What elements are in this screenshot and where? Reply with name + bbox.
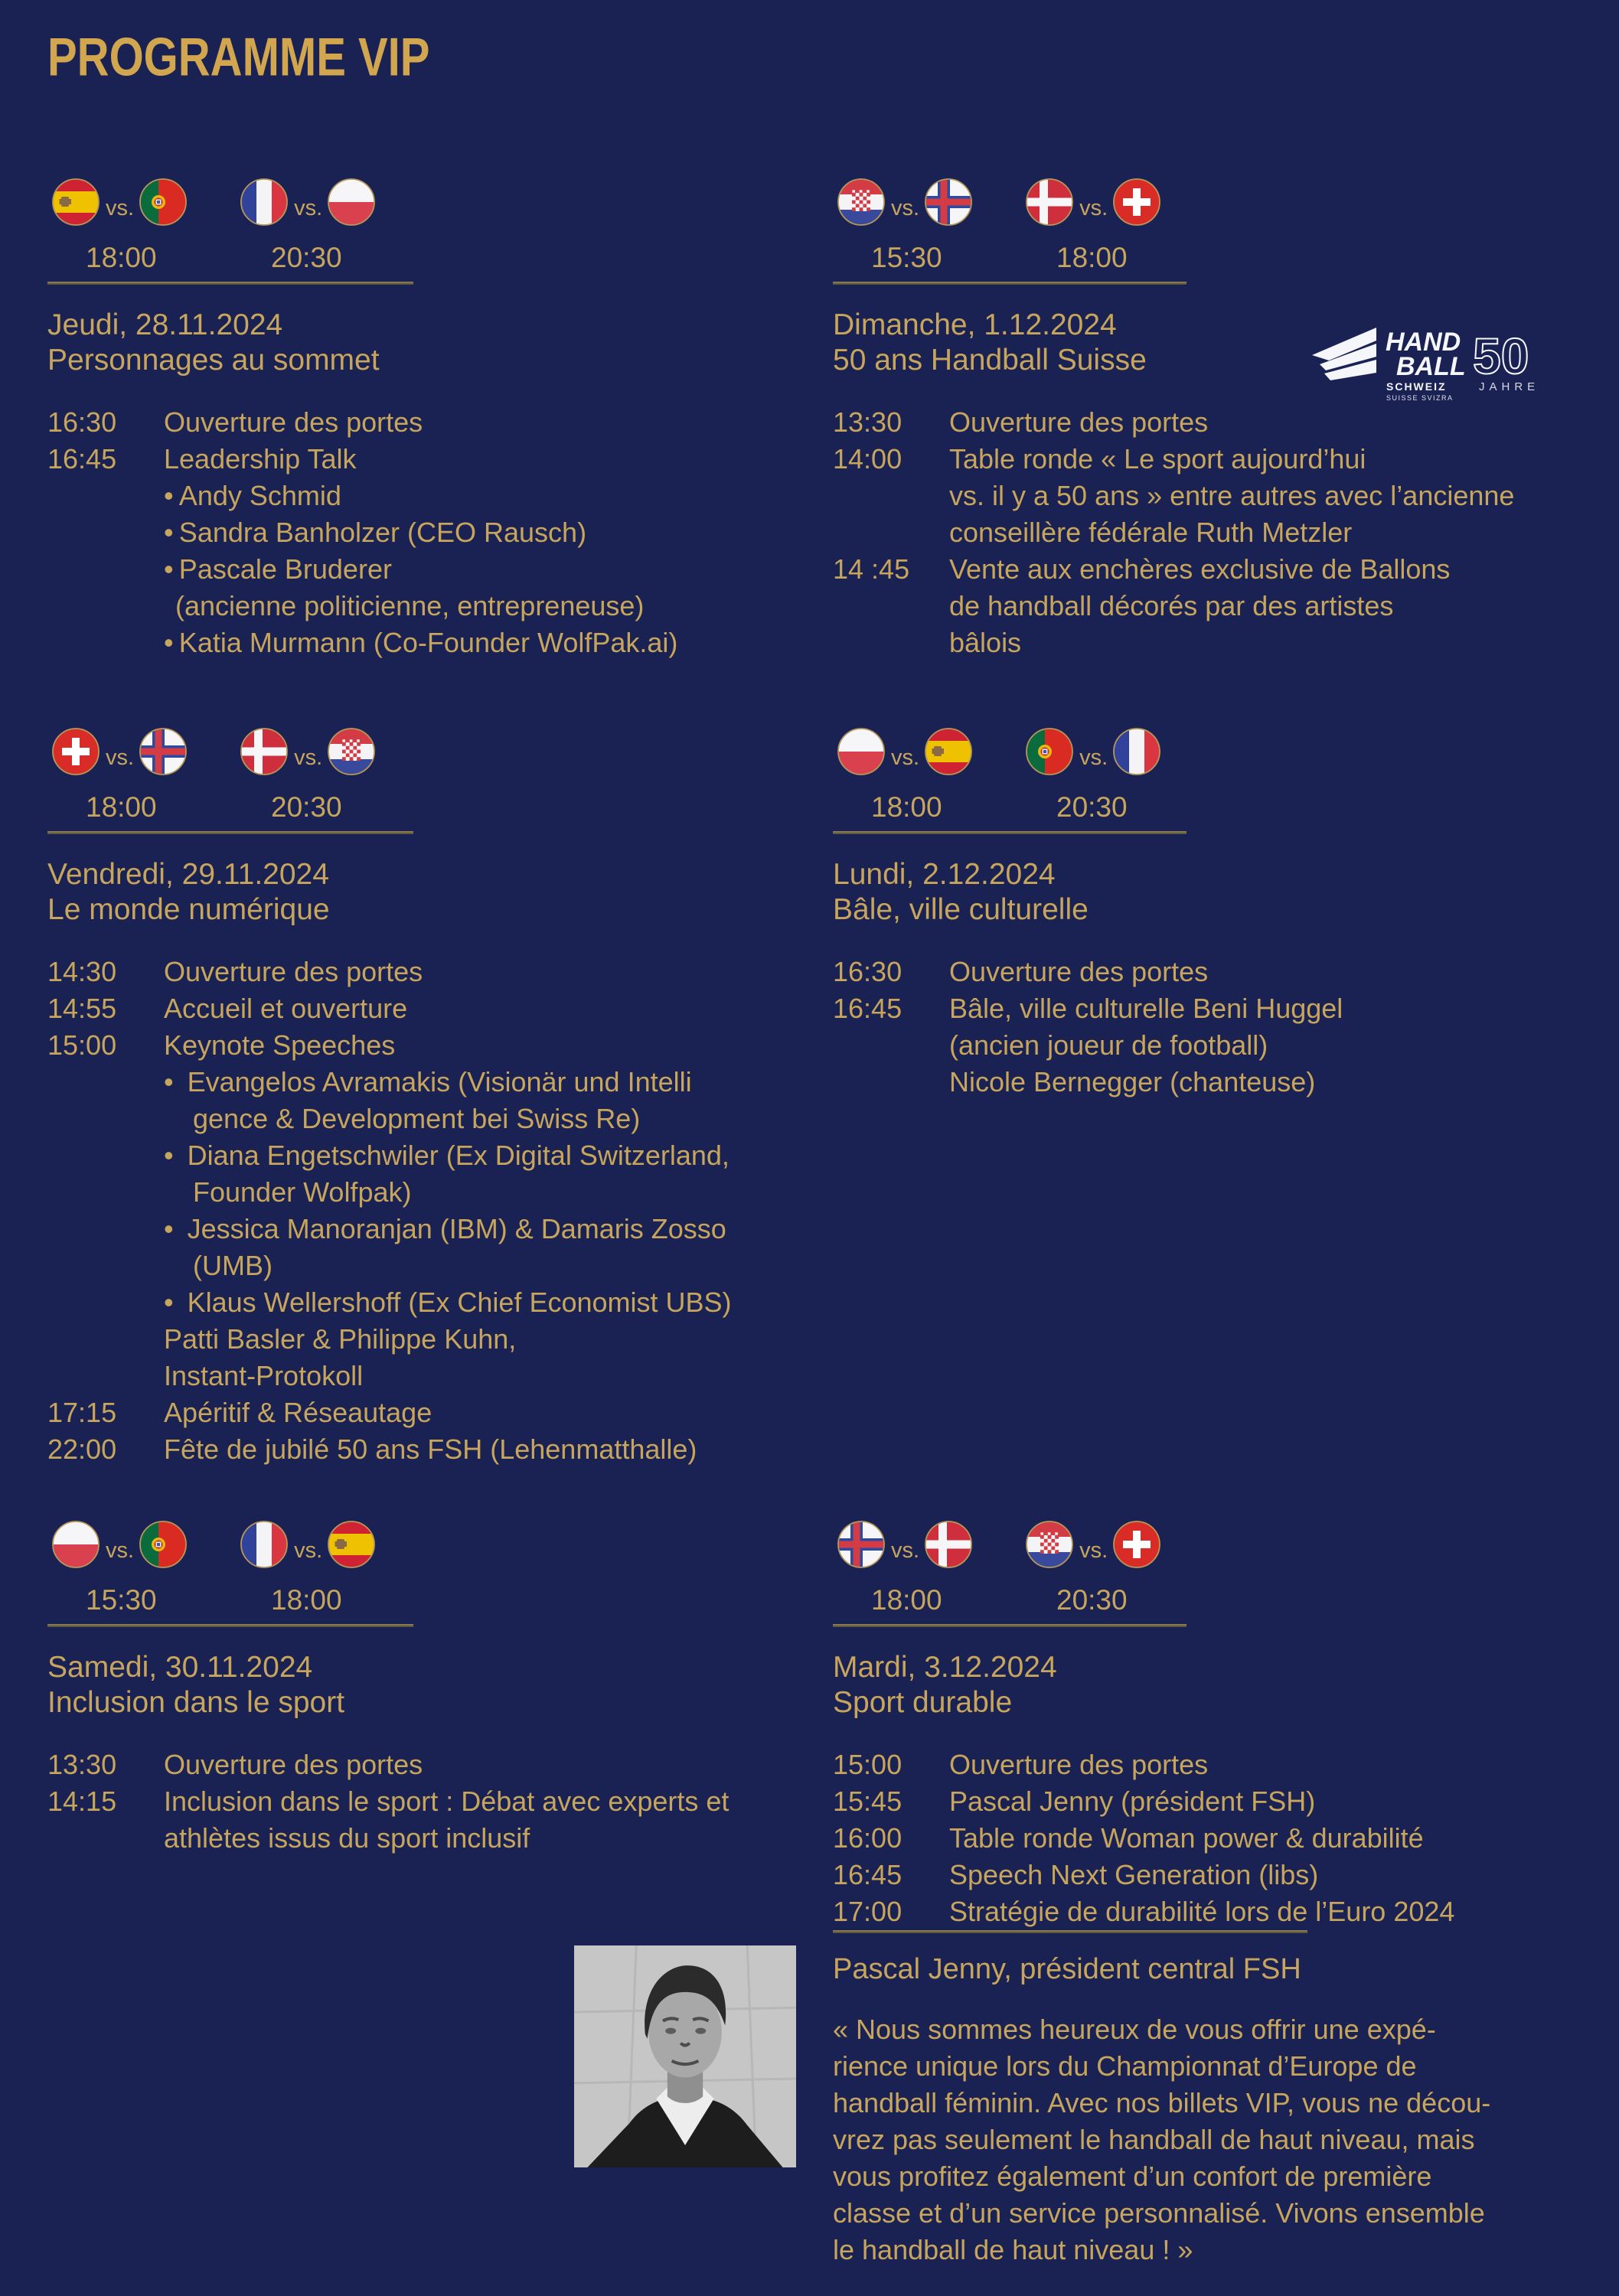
flag-poland-icon [328,178,375,226]
match-pair [1026,1521,1160,1568]
schedule-time: 17:00 [833,1896,903,1927]
day-theme: Le monde numérique [47,893,330,926]
kickoff-time: 18:00 [86,242,157,273]
schedule-time [833,588,949,625]
schedule-line [833,1746,1610,1783]
schedule-time [47,1820,164,1857]
match-pair [52,178,187,226]
schedule [833,954,1610,1101]
vs-label: vs. [106,745,135,770]
day-date: Vendredi, 29.11.2024 [47,858,329,891]
day-date: Dimanche, 1.12.2024 [833,308,1117,341]
schedule-line [47,1064,824,1101]
schedule-time [833,1064,949,1101]
schedule-time [47,478,164,514]
schedule-line [47,625,824,661]
quote-line: handball féminin. Avec nos billets VIP, vous ne décou- [833,2087,1491,2118]
schedule-time: 13:30 [833,406,903,438]
kickoff-time: 20:30 [271,791,342,823]
kickoff-times [47,791,824,825]
kickoff-time: 20:30 [1056,791,1128,823]
schedule-time: 14:55 [47,993,117,1024]
schedule-text: Stratégie de durabilité lors de l’Euro 2024 [949,1896,1455,1927]
kickoff-time: 15:30 [871,242,942,273]
separator [47,1624,413,1627]
schedule-text: Leadership Talk [164,443,357,475]
separator [833,282,1187,285]
vs-label: vs. [294,745,323,770]
day-date: Lundi, 2.12.2024 [833,858,1056,891]
schedule-line [833,1027,1610,1064]
schedule-time [47,1101,164,1137]
schedule-line [47,954,824,990]
schedule-line [833,551,1610,588]
flag-portugal-icon [139,1521,187,1568]
schedule-time [47,1284,164,1321]
schedule-line [47,588,824,625]
schedule-time: 16:30 [833,956,903,987]
flag-switzerland-icon [1113,178,1160,226]
schedule-text: gence & Development bei Swiss Re) [193,1103,641,1134]
schedule [833,404,1610,661]
day-section-vendredi [47,727,824,1468]
match-pair [52,1521,187,1568]
kickoff-time: 18:00 [871,791,942,823]
day-theme: Bâle, ville culturelle [833,893,1089,926]
schedule-line [833,514,1610,551]
schedule-time: 14 :45 [833,553,910,585]
separator [833,831,1187,834]
logo-50-text: 50 [1473,328,1529,384]
schedule-text: Apéritif & Réseautage [164,1397,432,1428]
schedule-line [833,1893,1610,1930]
schedule-time: 14:15 [47,1786,117,1817]
pascal-quote [833,2011,1490,2268]
separator [47,831,413,834]
schedule [833,1746,1610,1930]
match-pair [240,728,375,775]
quote-line: vous profitez également d’un confort de première [833,2161,1432,2192]
schedule-line [47,1174,824,1211]
day-theme: 50 ans Handball Suisse [833,344,1147,377]
match-row [833,1520,1610,1569]
vs-label: vs. [1079,745,1108,770]
schedule-time: 14:30 [47,956,117,987]
schedule-text: • Katia Murmann (Co-Founder WolfPak.ai) [164,627,678,658]
schedule-line [47,1321,824,1358]
quote-line: rience unique lors du Championnat d’Europe de [833,2050,1417,2082]
match-pair [1026,728,1160,775]
flag-switzerland-icon [52,728,100,775]
schedule-text: Ouverture des portes [164,406,423,438]
logo-schweiz-text: SCHWEIZ [1386,380,1447,393]
schedule-line [47,1247,824,1284]
schedule [47,954,824,1468]
schedule-time: 14:00 [833,443,903,475]
schedule-line [47,478,824,514]
day-theme: Inclusion dans le sport [47,1686,345,1719]
day-section-dimanche [833,178,1610,661]
logo-ball-text: BALL [1396,352,1466,381]
schedule-text: (ancien joueur de football) [949,1029,1268,1061]
schedule-text: Keynote Speeches [164,1029,396,1061]
schedule-time [47,625,164,661]
separator [833,1930,1307,1933]
schedule-line [833,441,1610,478]
schedule-line [833,1064,1610,1101]
flag-spain-icon [328,1521,375,1568]
schedule-text: Patti Basler & Philippe Kuhn, [164,1323,517,1355]
match-row [47,727,824,776]
kickoff-time: 15:30 [86,1584,157,1616]
schedule-line [833,1820,1610,1857]
schedule-line [833,1783,1610,1820]
pascal-heading: Pascal Jenny, président central FSH [833,1953,1301,1985]
schedule-text: Table ronde Woman power & durabilité [949,1822,1424,1854]
schedule-text: vs. il y a 50 ans » entre autres avec l’ancienne [949,480,1515,511]
schedule-text: • Evangelos Avramakis (Visionär und Intelli [164,1066,692,1097]
schedule-text: • Andy Schmid [164,480,341,511]
schedule-line [47,551,824,588]
day-date: Samedi, 30.11.2024 [47,1651,313,1684]
schedule-text: • Sandra Banholzer (CEO Rausch) [164,517,587,548]
kickoff-times [833,242,1610,276]
schedule-text: Vente aux enchères exclusive de Ballons [949,553,1451,585]
schedule-line [47,1783,824,1820]
flag-poland-icon [837,728,885,775]
kickoff-times [47,1584,824,1618]
schedule-time: 16:00 [833,1822,903,1854]
schedule-text: Instant-Protokoll [164,1360,364,1391]
schedule-line [47,1820,824,1857]
schedule-text: Ouverture des portes [949,956,1209,987]
flag-croatia-icon [837,178,885,226]
schedule-text: Inclusion dans le sport : Débat avec experts et [164,1786,730,1817]
schedule-text: • Klaus Wellershoff (Ex Chief Economist UBS) [164,1287,732,1318]
schedule-line [833,990,1610,1027]
quote-line: le handball de haut niveau ! » [833,2234,1193,2265]
flag-faroe-icon [925,178,972,226]
day-date: Mardi, 3.12.2024 [833,1651,1057,1684]
flag-france-icon [240,1521,288,1568]
kickoff-time: 18:00 [86,791,157,823]
schedule-text: Fête de jubilé 50 ans FSH (Lehenmatthalle) [164,1433,697,1465]
flag-faroe-icon [837,1521,885,1568]
schedule-line [47,441,824,478]
schedule-line [47,990,824,1027]
vs-label: vs. [294,1538,323,1563]
schedule [47,404,824,661]
schedule-time [47,1247,164,1284]
schedule-time [47,1358,164,1394]
day-section-lundi [833,727,1610,1101]
schedule-time [833,478,949,514]
schedule-time: 13:30 [47,1749,117,1780]
schedule-line [833,478,1610,514]
vs-label: vs. [891,1538,920,1563]
schedule-line [833,954,1610,990]
kickoff-time: 18:00 [1056,242,1128,273]
kickoff-times [833,1584,1610,1618]
schedule-line [47,404,824,441]
flag-denmark-icon [240,728,288,775]
day-section-mardi [833,1520,1610,1930]
kickoff-time: 20:30 [271,242,342,273]
schedule-text: conseillère fédérale Ruth Metzler [949,517,1353,548]
schedule-line [47,1394,824,1431]
page-title: PROGRAMME VIP [47,27,430,88]
schedule-text: Ouverture des portes [164,956,423,987]
schedule-time [833,625,949,661]
schedule-line [47,1431,824,1468]
schedule-text: Ouverture des portes [164,1749,423,1780]
schedule-text: Pascal Jenny (président FSH) [949,1786,1316,1817]
schedule-text: • Jessica Manoranjan (IBM) & Damaris Zosso [164,1213,726,1244]
pascal-jenny-photo [574,1945,796,2167]
schedule-time [833,1027,949,1064]
schedule-text: de handball décorés par des artistes [949,590,1394,621]
flag-croatia-icon [328,728,375,775]
quote-line: classe et d’un service personnalisé. Vivons ensemble [833,2197,1485,2229]
day-theme: Sport durable [833,1686,1013,1719]
separator [833,1624,1187,1627]
vs-label: vs. [891,195,920,220]
flag-croatia-icon [1026,1521,1073,1568]
flag-portugal-icon [1026,728,1073,775]
match-pair [837,178,972,226]
kickoff-times [833,791,1610,825]
flag-france-icon [1113,728,1160,775]
vs-label: vs. [1079,1538,1108,1563]
schedule-time: 16:30 [47,406,117,438]
schedule-time [47,1137,164,1174]
schedule-time [47,1321,164,1358]
kickoff-time: 20:30 [1056,1584,1128,1616]
schedule-time [833,514,949,551]
match-pair [240,1521,375,1568]
schedule-text: Accueil et ouverture [164,993,408,1024]
schedule-line [833,588,1610,625]
schedule-line [47,1027,824,1064]
schedule-line [47,1137,824,1174]
schedule-line [47,1358,824,1394]
flag-france-icon [240,178,288,226]
match-row [833,727,1610,776]
schedule-time: 16:45 [833,993,903,1024]
schedule-time: 16:45 [833,1859,903,1890]
schedule-line [47,1211,824,1247]
match-row [47,1520,824,1569]
schedule-text: • Diana Engetschwiler (Ex Digital Switzerland, [164,1140,730,1171]
match-pair [837,728,972,775]
logo-jahre-text: JAHRE [1479,380,1540,393]
schedule-text: Founder Wolfpak) [193,1176,412,1208]
schedule-time [47,514,164,551]
schedule-time: 15:45 [833,1786,903,1817]
kickoff-time: 18:00 [871,1584,942,1616]
schedule-time: 17:15 [47,1397,117,1428]
flag-switzerland-icon [1113,1521,1160,1568]
schedule-time: 22:00 [47,1433,117,1465]
schedule-line [833,625,1610,661]
quote-line: « Nous sommes heureux de vous offrir une expé- [833,2014,1436,2045]
schedule-text: Speech Next Generation (libs) [949,1859,1319,1890]
day-date: Jeudi, 28.11.2024 [47,308,283,341]
vs-label: vs. [294,195,323,220]
schedule-text: athlètes issus du sport inclusif [164,1822,530,1854]
vs-label: vs. [106,1538,135,1563]
schedule-time: 16:45 [47,443,117,475]
schedule-text: • Pascale Bruderer [164,553,392,585]
handball-schweiz-50-logo [1311,320,1563,410]
separator [47,282,413,285]
schedule-time [47,1064,164,1101]
match-pair [1026,178,1160,226]
vs-label: vs. [891,745,920,770]
flag-spain-icon [52,178,100,226]
match-pair [52,728,187,775]
kickoff-time: 18:00 [271,1584,342,1616]
schedule-time [47,588,164,625]
schedule-time [47,1211,164,1247]
vs-label: vs. [1079,195,1108,220]
match-row [47,178,824,227]
match-row [833,178,1610,227]
schedule-line [47,514,824,551]
schedule-text: (UMB) [193,1250,273,1281]
vs-label: vs. [106,195,135,220]
schedule-line [47,1746,824,1783]
day-theme: Personnages au sommet [47,344,380,377]
logo-langs-text: SUISSE SVIZRA [1386,394,1454,402]
schedule [47,1746,824,1857]
schedule-text: Ouverture des portes [949,1749,1209,1780]
flag-denmark-icon [925,1521,972,1568]
kickoff-times [47,242,824,276]
schedule-time: 15:00 [833,1749,903,1780]
schedule-text: Ouverture des portes [949,406,1209,438]
schedule-text: Nicole Bernegger (chanteuse) [949,1066,1316,1097]
schedule-line [47,1284,824,1321]
schedule-time [47,1174,164,1211]
flag-spain-icon [925,728,972,775]
match-pair [837,1521,972,1568]
day-section-samedi [47,1520,824,1857]
schedule-time: 15:00 [47,1029,117,1061]
quote-line: vrez pas seulement le handball de haut niveau, mais [833,2124,1475,2155]
flag-faroe-icon [139,728,187,775]
flag-portugal-icon [139,178,187,226]
schedule-line [47,1101,824,1137]
schedule-text: Table ronde « Le sport aujourd’hui [949,443,1366,475]
schedule-time [47,551,164,588]
flag-denmark-icon [1026,178,1073,226]
day-section-jeudi [47,178,824,661]
match-pair [240,178,375,226]
schedule-line [833,1857,1610,1893]
schedule-text: Bâle, ville culturelle Beni Huggel [949,993,1343,1024]
logo-hand-text: HAND [1386,328,1461,357]
schedule-text: (ancienne politicienne, entrepreneuse) [175,590,645,621]
schedule-text: bâlois [949,627,1022,658]
flag-poland-icon [52,1521,100,1568]
